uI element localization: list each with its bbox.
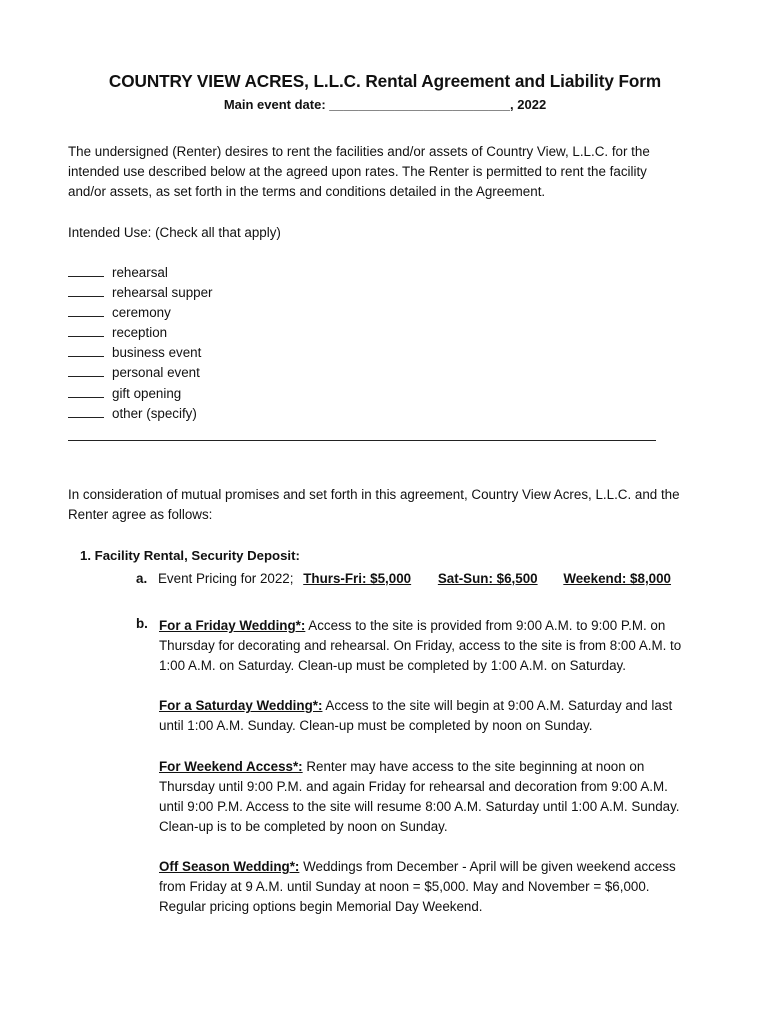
other-specify-line[interactable] <box>68 440 656 441</box>
terms-line: Renter may have access to the site beginning at noon on <box>302 759 645 774</box>
checklist-item-label: rehearsal <box>112 265 168 280</box>
check-blank-field[interactable] <box>68 363 104 377</box>
checklist-item <box>68 404 213 424</box>
terms-line: Weddings from December - April will be given weekend access <box>299 859 676 874</box>
checklist-item <box>68 363 213 383</box>
saturday-wedding-heading: For a Saturday Wedding*: <box>159 698 323 713</box>
checklist-item <box>68 263 213 283</box>
terms-line: Access to the site will begin at 9:00 A.M. Saturday and last <box>322 698 673 713</box>
terms-line: Regular pricing options begin Memorial Day Weekend. <box>159 899 483 914</box>
intended-use-label: Intended Use: (Check all that apply) <box>68 225 281 240</box>
terms-line: 1:00 A.M. on Saturday. Clean-up must be completed by 1:00 A.M. on Saturday. <box>159 658 626 673</box>
sat-sun-price: Sat-Sun: $6,500 <box>437 571 538 586</box>
check-blank-field[interactable] <box>68 343 104 357</box>
friday-wedding-terms <box>159 616 729 676</box>
off-season-wedding-heading: Off Season Wedding*: <box>159 859 300 874</box>
event-pricing-label: Event Pricing for 2022; <box>158 571 294 586</box>
check-blank-field[interactable] <box>68 384 104 398</box>
thurs-fri-price: Thurs-Fri: $5,000 <box>303 571 412 586</box>
check-blank-field[interactable] <box>68 283 104 297</box>
check-blank-field[interactable] <box>68 303 104 317</box>
item-letter: a. <box>136 571 148 586</box>
checklist-item-label: reception <box>112 325 168 341</box>
checklist-item-label: rehearsal supper <box>112 285 213 301</box>
terms-line: Clean-up is to be completed by noon on Sunday. <box>159 819 448 834</box>
intro-paragraph <box>68 142 708 202</box>
check-blank-field[interactable] <box>68 404 104 418</box>
checklist-item-label: business event <box>112 345 202 361</box>
intro-line: and/or assets, as set forth in the terms and conditions detailed in the Agreement. <box>68 184 546 199</box>
checklist-item <box>68 283 213 303</box>
document-title: COUNTRY VIEW ACRES, L.L.C. Rental Agreement and Liability Form <box>108 71 662 91</box>
terms-line: Thursday for decorating and rehearsal. On Friday, access to the site is from 8:00 A.M. to <box>159 638 682 653</box>
checklist-item-label: gift opening <box>112 385 182 401</box>
checklist-item <box>68 303 213 323</box>
check-blank-field[interactable] <box>68 323 104 337</box>
consideration-line: Renter agree as follows: <box>68 507 213 522</box>
intro-line: intended use described below at the agreed upon rates. The Renter is permitted to rent the facility <box>68 164 647 179</box>
terms-line: Thursday until 9:00 P.M. and again Friday for rehearsal and decoration from 9:00 A.M. <box>159 779 668 794</box>
checklist-item <box>68 384 213 404</box>
saturday-wedding-terms <box>159 696 729 736</box>
checklist-item <box>68 343 213 363</box>
check-blank-field[interactable] <box>68 263 104 277</box>
off-season-wedding-terms <box>159 857 729 917</box>
section-heading: 1. Facility Rental, Security Deposit: <box>80 548 300 563</box>
terms-line: Access to the site is provided from 9:00 A.M. to 9:00 P.M. on <box>305 618 666 633</box>
consideration-paragraph <box>68 485 708 525</box>
terms-line: from Friday at 9 A.M. until Sunday at noon = $5,000. May and November = $6,000. <box>159 879 650 894</box>
checklist-item-label: ceremony <box>112 305 171 321</box>
consideration-line: In consideration of mutual promises and set forth in this agreement, Country View Acres, L.L.C. and the <box>68 487 680 502</box>
item-letter: b. <box>136 616 148 631</box>
friday-wedding-heading: For a Friday Wedding*: <box>159 618 306 633</box>
weekend-access-terms <box>159 757 729 837</box>
intended-use-checklist <box>68 263 213 424</box>
weekend-price: Weekend: $8,000 <box>563 571 672 586</box>
checklist-item-label: personal event <box>112 365 200 381</box>
terms-line: until 9:00 P.M. Access to the site will resume 8:00 A.M. Saturday until 1:00 A.M. Sunday. <box>159 799 680 814</box>
checklist-item-label: other (specify) <box>112 405 197 421</box>
terms-line: until 1:00 A.M. Sunday. Clean-up must be completed by noon on Sunday. <box>159 718 593 733</box>
main-event-date-line: Main event date: _________________________, 2022 <box>223 97 547 112</box>
event-pricing-item <box>136 571 671 586</box>
weekend-access-heading: For Weekend Access*: <box>159 759 303 774</box>
intro-line: The undersigned (Renter) desires to rent the facilities and/or assets of Country View, L.L.C. for the <box>68 144 650 159</box>
checklist-item <box>68 323 213 343</box>
